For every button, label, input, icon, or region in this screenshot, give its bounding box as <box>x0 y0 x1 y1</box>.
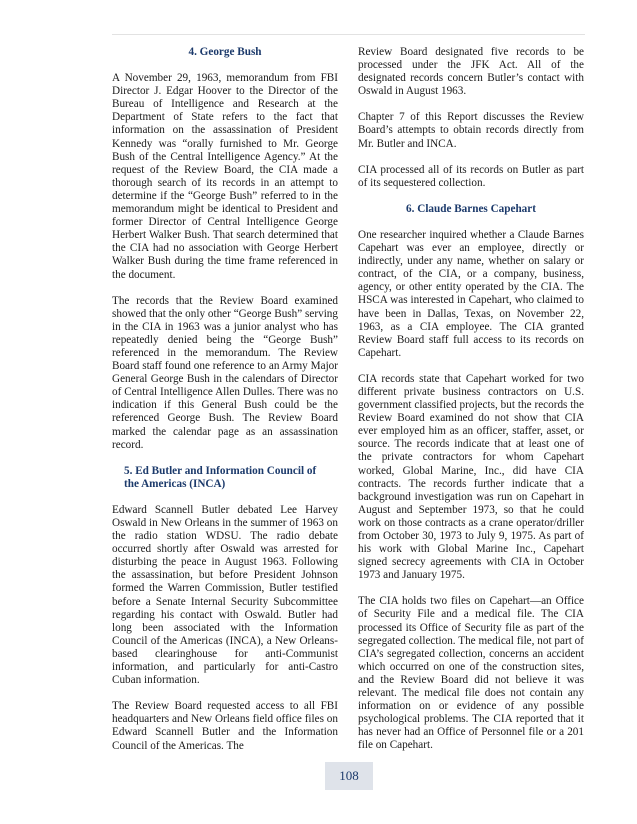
paragraph: One researcher inquired whether a Claude Barnes Capehart was ever an employee, directly or indirectly, under any name, whether on salary or contract, of the CIA, or a company, business, agency, or other entity operated by the CIA. The HSCA was interested in Capehart, who claimed to have been in Dallas, Texas, on November 22, 1963, as a CIA employee. The CIA granted Review Board staff full access to its records on Capehart. <box>358 228 584 359</box>
header-rule <box>112 34 585 35</box>
section-heading-ed-butler: 5. Ed Butler and Information Council of the Americas (INCA) <box>124 464 317 490</box>
paragraph: CIA records state that Capehart worked for two different private business contractors on U.S. government classified projects, but the records the Review Board examined do not show that CIA ever employed him as an officer, staffer, asset, or source. The records indicate that at least one of the private contractors for whom Capehart worked, Global Marine, Inc., did have CIA contracts. The records further indicate that a background investigation was run on Capehart in August and September 1973, so that he could work on those contracts as a crane operator/driller from October 30, 1973 to July 9, 1975. As part of his work with Global Marine Inc., Capehart signed secrecy agreements with CIA in October 1973 and January 1975. <box>358 372 584 582</box>
paragraph: The records that the Review Board examined showed that the only other “George Bush” serving in the CIA in 1963 was a junior analyst who has repeatedly denied being the “George Bush” referenced in the memorandum. The Review Board staff found one reference to an Army Major General George Bush in the calendars of Director of Central Intelligence Allen Dulles. There was no indication if this General Bush could be the referenced George Bush. The Review Board marked the calendar page as an assassination record. <box>112 294 338 451</box>
paragraph: The Review Board requested access to all FBI headquarters and New Orleans field office files on Edward Scannell Butler and the Information Council of the Americas. The <box>112 700 338 752</box>
page-number: 108 <box>325 762 373 790</box>
paragraph: The CIA holds two files on Capehart—an Office of Security File and a medical file. The CIA processed its Office of Security file as part of the segregated collection. The medical file, not part of CIA’s segregated collection, concerns an accident which occurred on one of the construction sites, and the Review Board did not believe it was relevant. The medical file does not contain any information on or evidence of any possible psychological problems. The CIA reported that it has never had an Office of Personnel file or a 201 file on Capehart. <box>358 595 584 752</box>
section-heading-capehart: 6. Claude Barnes Capehart <box>406 202 536 215</box>
paragraph: Edward Scannell Butler debated Lee Harvey Oswald in New Orleans in the summer of 1963 on the radio station WDSU. The radio debate occurred shortly after Oswald was arrested for disturbing the peace in August 1963. Following the assassination, but before President Johnson formed the Warren Commission, Butler testified before a Senate Internal Security Subcommittee regarding his contact with Oswald. Butler had long been associated with the Information Council of the Americas (INCA), a New Orleans-based clearinghouse for anti-Communist information, and particularly for anti-Castro Cuban information. <box>112 503 338 687</box>
left-column <box>112 46 338 766</box>
right-column <box>358 46 584 766</box>
section-heading-george-bush: 4. George Bush <box>188 46 262 58</box>
paragraph: A November 29, 1963, memorandum from FBI Director J. Edgar Hoover to the Director of the Bureau of Intelligence and Research at the Department of State refers to the fact that information on the assassination of President Kennedy was “orally furnished to Mr. George Bush of the Central Intelligence Agency.” At the request of the Review Board, the CIA made a thorough search of its records in an attempt to determine if the “George Bush” referred to in the memorandum might be identical to President and former Director of Central Intelligence George Herbert Walker Bush. That search determined that the CIA had no association with George Herbert Walker Bush during the time frame referenced in the document. <box>112 72 338 281</box>
paragraph: CIA processed all of its records on Butler as part of its sequestered collection. <box>358 163 584 189</box>
paragraph: Chapter 7 of this Report discusses the Review Board’s attempts to obtain records directly from Mr. Butler and INCA. <box>358 111 584 150</box>
paragraph: Review Board designated five records to be processed under the JFK Act. All of the designated records concern Butler’s contact with Oswald in August 1963. <box>358 46 584 98</box>
